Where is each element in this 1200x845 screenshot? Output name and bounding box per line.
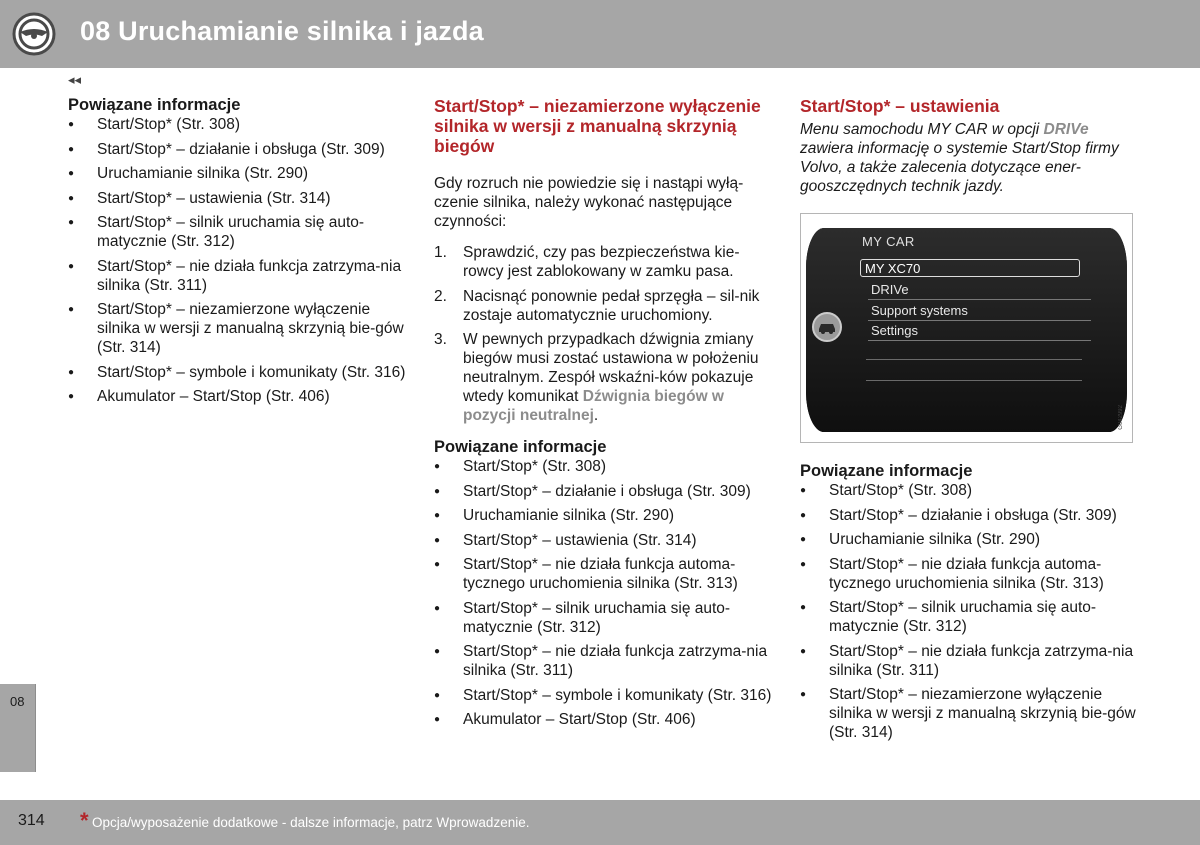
column-2 [434, 96, 774, 735]
figure-code: G042992 [1118, 405, 1124, 430]
screen-illustration [800, 213, 1133, 443]
list-item[interactable]: ● Akumulator – Start/Stop (Str. 406) [434, 710, 774, 729]
list-item[interactable]: ● Uruchamianie silnika (Str. 290) [68, 164, 408, 183]
car-glyph [814, 314, 840, 340]
section-heading: Start/Stop* – ustawienia [800, 96, 1000, 116]
list-item[interactable]: ● Start/Stop* – działanie i obsługa (Str. 309) [68, 140, 408, 159]
list-item[interactable]: ● Start/Stop* (Str. 308) [434, 457, 774, 476]
list-item[interactable]: ● Start/Stop* – silnik uruchamia się auto-matycznie (Str. 312) [434, 599, 774, 637]
list-item[interactable]: ● Start/Stop* – nie działa funkcja zatrzyma-nia silnika (Str. 311) [800, 642, 1140, 680]
display-screen [806, 228, 1127, 432]
section-heading: Start/Stop* – niezamierzone wyłączenie silnika w wersji z manualną skrzynią biegów [434, 96, 761, 156]
related-info-list [434, 457, 774, 729]
drive-term: DRIVe [1043, 121, 1089, 138]
page-number: 314 [18, 812, 45, 829]
menu-item: Support systems [868, 301, 1091, 321]
menu-item: Settings [868, 321, 1091, 341]
section-intro [800, 120, 1140, 196]
menu-divider [866, 380, 1082, 381]
step-text: Sprawdzić, czy pas bezpieczeństwa kie-rowcy jest zablokowany w zamku pasa. [463, 244, 740, 280]
intro-text: zawiera informację o systemie Start/Stop firmy Volvo, a także zalecenia dotyczące ener-gooszczędnych technik jazdy. [800, 140, 1119, 195]
list-item[interactable]: ● Start/Stop* – działanie i obsługa (Str. 309) [800, 506, 1140, 525]
option-star: * [80, 808, 89, 833]
related-info-title: Powiązane informacje [434, 438, 607, 456]
column-3 [800, 96, 1140, 196]
list-item[interactable]: ● Start/Stop* – silnik uruchamia się auto-matycznie (Str. 312) [800, 598, 1140, 636]
list-item[interactable]: ● Start/Stop* – niezamierzone wyłączenie silnika w wersji z manualną skrzynią bie-gów (Str. 314) [800, 685, 1140, 742]
step-number: 1. [434, 244, 447, 261]
list-item[interactable]: ● Start/Stop* – nie działa funkcja automa-tycznego uruchomienia silnika (Str. 313) [800, 555, 1140, 593]
display-message: Dźwignia biegów w pozycji neutralnej [463, 388, 724, 424]
step-number: 2. [434, 287, 447, 305]
steering-wheel-icon [12, 12, 56, 56]
step-text: W pewnych przypadkach dźwignia zmiany biegów musi zostać ustawiona w położeniu neutralnym. Zespół wskaźni-ków pokazuje wtedy komunikat [463, 331, 759, 405]
list-item[interactable]: ● Start/Stop* – nie działa funkcja zatrzyma-nia silnika (Str. 311) [68, 257, 408, 295]
list-item[interactable]: ● Start/Stop* (Str. 308) [800, 481, 1140, 500]
section-intro: Gdy rozruch nie powiedzie się i nastąpi wyłą-czenie silnika, należy wykonać następujące czynności: [434, 175, 744, 230]
footer-note: Opcja/wyposażenie dodatkowe - dalsze informacje, patrz Wprowadzenie. [92, 815, 530, 830]
step-item [434, 243, 774, 281]
intro-text: Menu samochodu MY CAR w opcji [800, 121, 1044, 138]
steps-list [434, 243, 774, 425]
page-number-box [0, 800, 68, 845]
back-arrows-icon[interactable]: ◂◂ [68, 72, 82, 87]
screen-title: MY CAR [862, 234, 915, 249]
list-item[interactable]: ● Start/Stop* – symbole i komunikaty (Str. 316) [434, 686, 774, 705]
related-info-list [800, 481, 1140, 742]
step-text-end: . [593, 407, 599, 424]
page-header [0, 0, 1200, 68]
related-info-list [68, 115, 408, 406]
list-item[interactable]: ● Uruchamianie silnika (Str. 290) [800, 530, 1140, 549]
step-item [434, 287, 774, 325]
step-item [434, 330, 774, 425]
list-item[interactable]: ● Akumulator – Start/Stop (Str. 406) [68, 387, 408, 406]
list-item[interactable]: ● Start/Stop* – symbole i komunikaty (Str. 316) [68, 363, 408, 382]
page-footer [68, 800, 1200, 845]
chapter-icon-box [0, 0, 68, 68]
step-number: 3. [434, 331, 447, 348]
list-item[interactable]: ● Start/Stop* – ustawienia (Str. 314) [434, 531, 774, 550]
list-item[interactable]: ● Start/Stop* – działanie i obsługa (Str. 309) [434, 482, 774, 501]
list-item[interactable]: ● Start/Stop* – silnik uruchamia się auto-matycznie (Str. 312) [68, 213, 408, 251]
related-info-title: Powiązane informacje [68, 96, 241, 114]
chapter-side-tab[interactable] [0, 684, 36, 772]
list-item[interactable]: ● Start/Stop* – nie działa funkcja automa-tycznego uruchomienia silnika (Str. 313) [434, 555, 774, 593]
chapter-tab-label: 08 [10, 694, 25, 709]
related-info-title: Powiązane informacje [800, 462, 973, 480]
list-item[interactable]: ● Start/Stop* – nie działa funkcja zatrzyma-nia silnika (Str. 311) [434, 642, 774, 680]
list-item[interactable]: ● Uruchamianie silnika (Str. 290) [434, 506, 774, 525]
menu-divider [866, 359, 1082, 360]
chapter-title: 08 Uruchamianie silnika i jazda [80, 16, 484, 46]
column-3-related [800, 462, 1140, 748]
list-item[interactable]: ● Start/Stop* – ustawienia (Str. 314) [68, 189, 408, 208]
step-text: Nacisnąć ponownie pedał sprzęgła – sil-nik zostaje automatycznie uruchomiony. [463, 287, 760, 324]
column-1 [68, 96, 408, 412]
car-icon [812, 312, 842, 342]
list-item[interactable]: ● Start/Stop* – niezamierzone wyłączenie silnika w wersji z manualną skrzynią bie-gów (Str. 314) [68, 300, 408, 357]
menu-selected-item: MY XC70 [860, 259, 1080, 277]
list-item[interactable]: ● Start/Stop* (Str. 308) [68, 115, 408, 134]
menu-item: DRIVe [868, 280, 1091, 300]
